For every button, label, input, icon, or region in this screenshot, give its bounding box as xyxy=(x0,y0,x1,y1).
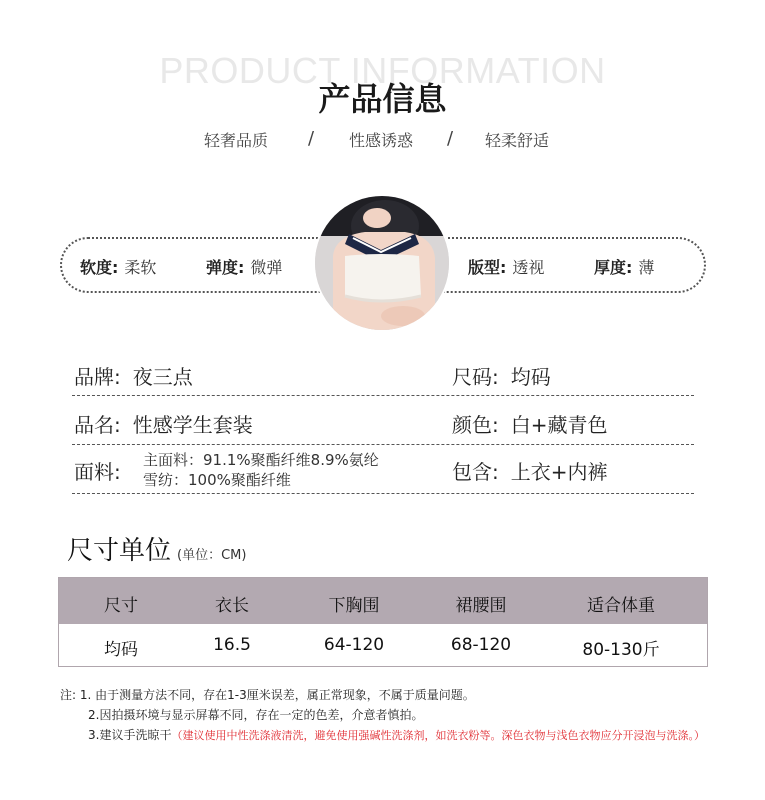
info-fabric-line2: 雪纺：100%聚酯纤维 xyxy=(143,471,291,489)
note-line-2: 2.因拍摄环境与显示屏幕不同，存在一定的色差，介意者慎拍。 xyxy=(88,708,424,722)
header-cell: 下胸围 xyxy=(328,596,380,616)
info-color xyxy=(452,409,608,438)
size-unit-text: (单位：CM) xyxy=(177,548,247,563)
row-divider xyxy=(72,444,694,445)
note-red-text: （建议使用中性洗涤液清洗，避免使用强碱性洗涤剂，如洗衣粉等。深色衣物与浅色衣物应分开浸泡与洗涤。） xyxy=(171,729,705,742)
info-value: 性感学生套装 xyxy=(132,413,253,437)
attr-key: 厚度: xyxy=(594,258,633,277)
attr-fit xyxy=(468,255,544,278)
info-value: 夜三点 xyxy=(132,365,193,389)
note-text: 3.建议手洗晾干 xyxy=(88,728,172,742)
product-photo xyxy=(315,196,449,330)
row-cell: 均码 xyxy=(104,640,138,660)
note-label: 注: xyxy=(60,688,77,702)
tagline-separator: / xyxy=(308,128,315,149)
header-cell: 尺寸 xyxy=(104,596,138,616)
attr-softness xyxy=(80,255,156,278)
row-divider xyxy=(72,493,694,494)
size-table-header xyxy=(59,578,707,624)
attr-key: 软度: xyxy=(80,258,119,277)
tagline-sexy: 性感诱惑 xyxy=(349,131,414,150)
attr-key: 版型: xyxy=(468,258,507,277)
background-title: PRODUCT INFORMATION xyxy=(159,50,606,91)
attr-value: 微弹 xyxy=(250,258,283,277)
info-fabric-line1: 主面料：91.1%聚酯纤维8.9%氨纶 xyxy=(143,451,379,469)
tagline-separator: / xyxy=(447,128,454,149)
header-cell: 适合体重 xyxy=(587,596,655,616)
row-cell: 68-120 xyxy=(450,635,512,655)
info-name xyxy=(74,409,253,438)
page-title: 产品信息 xyxy=(318,80,447,118)
header-cell: 裙腰围 xyxy=(455,596,507,616)
tagline-quality: 轻奢品质 xyxy=(204,131,269,150)
tagline-comfort: 轻柔舒适 xyxy=(485,131,550,150)
attr-key: 弹度: xyxy=(206,258,245,277)
info-key: 尺码: xyxy=(452,365,499,389)
info-key: 包含: xyxy=(452,460,499,484)
note-line-1 xyxy=(60,686,475,703)
info-key: 品牌: xyxy=(74,365,121,389)
info-value: 均码 xyxy=(510,365,551,389)
note-line-3 xyxy=(88,726,705,743)
info-key: 颜色: xyxy=(452,413,499,437)
attr-value: 柔软 xyxy=(124,258,157,277)
info-size xyxy=(452,361,551,390)
info-brand xyxy=(74,361,193,390)
size-title-text: 尺寸单位 xyxy=(67,536,172,566)
info-includes xyxy=(452,456,608,485)
size-section-title xyxy=(67,530,246,567)
attr-thickness xyxy=(594,255,654,278)
model-illustration xyxy=(315,196,449,330)
note-text: 1. 由于测量方法不同，存在1-3厘米误差，属正常现象，不属于质量问题。 xyxy=(79,688,475,702)
attr-value: 薄 xyxy=(638,258,655,277)
info-fabric-key: 面料: xyxy=(74,460,121,484)
info-value: 上衣+内裤 xyxy=(510,460,608,484)
info-value: 白+藏青色 xyxy=(510,413,608,437)
row-cell: 16.5 xyxy=(213,635,251,655)
row-cell: 64-120 xyxy=(323,635,385,655)
attr-value: 透视 xyxy=(512,258,545,277)
header-cell: 衣长 xyxy=(215,596,249,616)
row-divider xyxy=(72,395,694,396)
size-table xyxy=(58,577,708,667)
row-cell: 80-130斤 xyxy=(582,640,660,660)
info-key: 品名: xyxy=(74,413,121,437)
attr-elasticity xyxy=(206,255,282,278)
